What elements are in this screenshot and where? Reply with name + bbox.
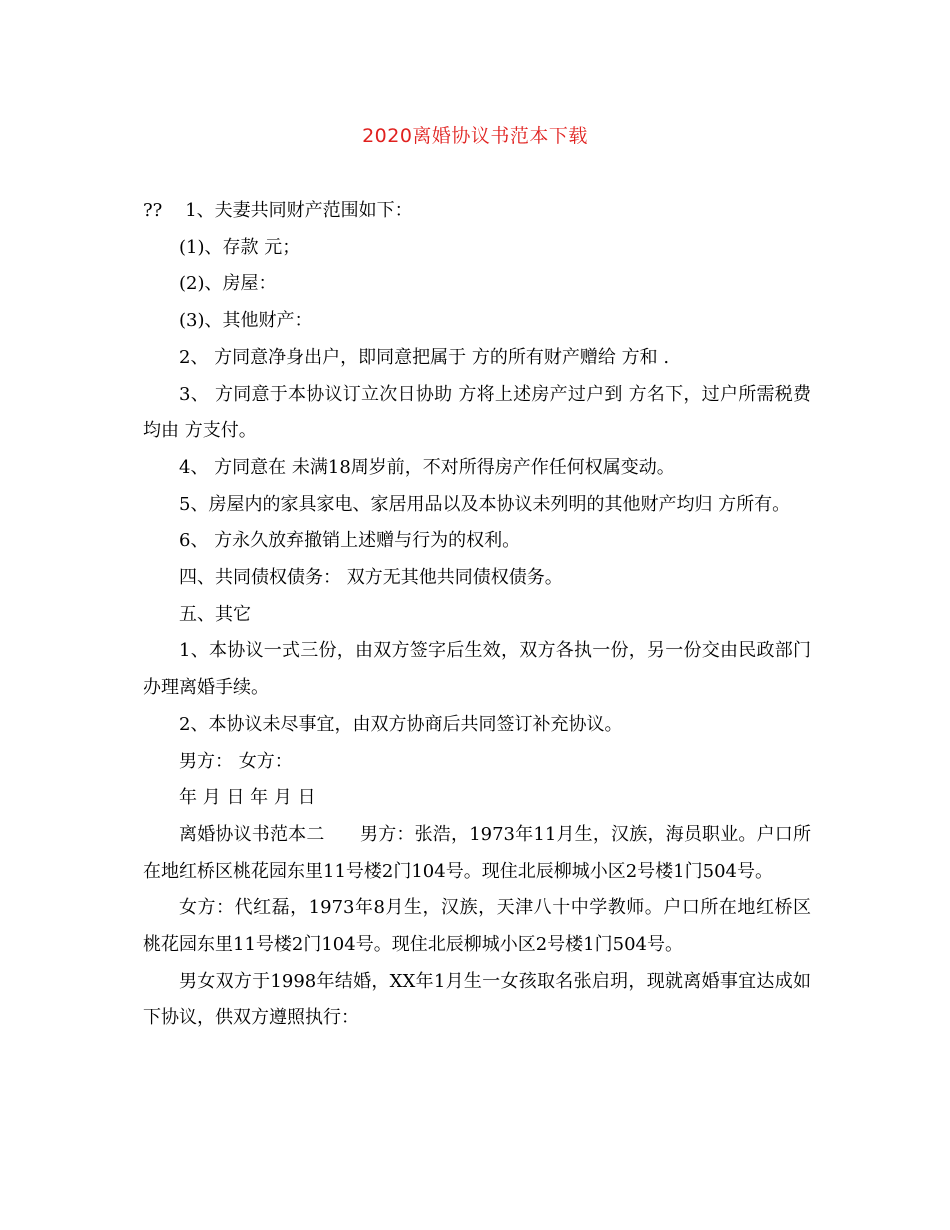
paragraph: 5、房屋内的家具家电、家居用品以及本协议未列明的其他财产均归 方所有。 — [179, 493, 791, 515]
document-title: 2020离婚协议书范本下载 — [362, 125, 588, 147]
paragraph: ?? 1、夫妻共同财产范围如下： — [143, 200, 413, 221]
paragraph: (3)、其他财产： — [179, 310, 313, 332]
paragraph: 女方：代红磊，1973年8月生，汉族，天津八十中学教师。户口所在地红桥区桃花园东里11号楼2门104号。现住北辰柳城小区2号楼1门504号。 — [143, 897, 811, 956]
paragraph: 四、共同债权债务： 双方无其他共同债权债务。 — [179, 567, 563, 589]
paragraph: 男方： 女方： — [179, 750, 293, 772]
paragraph: 6、 方永久放弃撤销上述赠与行为的权利。 — [179, 530, 521, 552]
paragraph: 男女双方于1998年结婚，XX年1月生一女孩取名张启玥，现就离婚事宜达成如下协议，供双方遵照执行： — [143, 970, 811, 1029]
paragraph: 1、本协议一式三份，由双方签字后生效，双方各执一份，另一份交由民政部门办理离婚手续。 — [143, 640, 811, 699]
paragraph: 五、其它 — [179, 603, 251, 625]
paragraph: (1)、存款 元； — [179, 236, 301, 258]
paragraph: 2、本协议未尽事宜，由双方协商后共同签订补充协议。 — [179, 713, 623, 735]
paragraph: 3、 方同意于本协议订立次日协助 方将上述房产过户到 方名下，过户所需税费均由 方支付。 — [143, 383, 811, 442]
paragraph: 4、 方同意在 未满18周岁前，不对所得房产作任何权属变动。 — [179, 456, 675, 478]
paragraph: 年 月 日 年 月 日 — [179, 787, 316, 809]
paragraph: 离婚协议书范本二 男方：张浩，1973年11月生，汉族，海员职业。户口所在地红桥区桃花园东里11号楼2门104号。现住北辰柳城小区2号楼1门504号。 — [143, 823, 811, 882]
document-body — [143, 193, 811, 1037]
paragraph: (2)、房屋： — [179, 273, 277, 295]
paragraph: 2、 方同意净身出户，即同意把属于 方的所有财产赠给 方和 . — [179, 346, 670, 368]
